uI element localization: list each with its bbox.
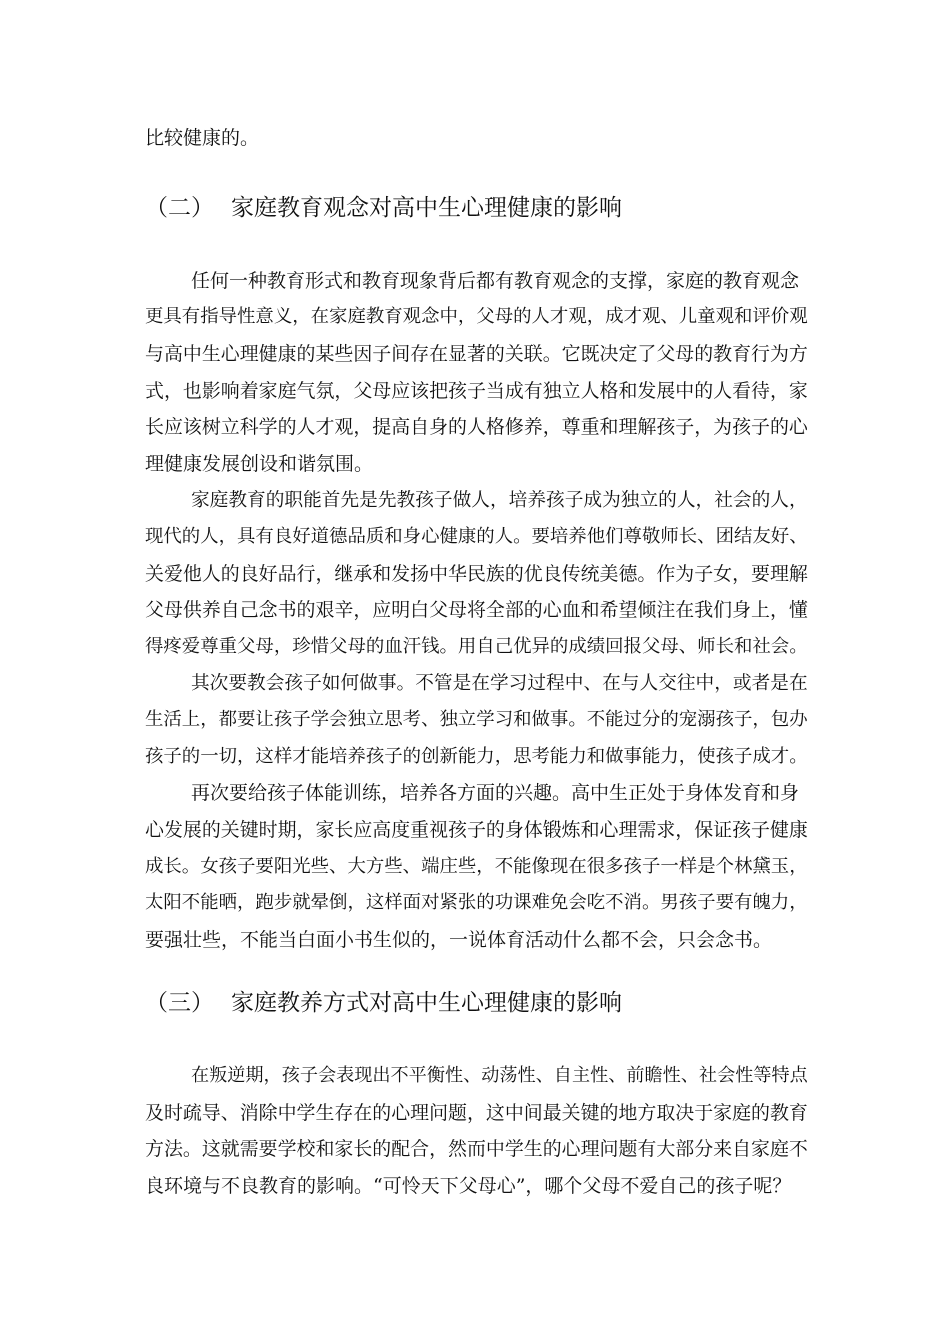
- text-line: 心发展的关键时期，家长应高度重视孩子的身体锻炼和心理需求，保证孩子健康: [145, 819, 808, 841]
- text-line: 太阳不能晒，跑步就晕倒，这样面对紧张的功课难免会吃不消。男孩子要有魄力，: [145, 892, 808, 913]
- text-line: 与高中生心理健康的某些因子间存在显著的关联。它既决定了父母的教育行为方: [145, 343, 808, 365]
- text-line: 得疼爱尊重父母，珍惜父母的血汗钱。用自己优异的成绩回报父母、师长和社会。: [145, 636, 808, 657]
- text-line: 要强壮些，不能当白面小书生似的，一说体育活动什么都不会，只会念书。: [145, 929, 773, 951]
- section-number: （二）: [145, 195, 214, 221]
- text-line: 及时疏导、消除中学生存在的心理问题，这中间最关键的地方取决于家庭的教育: [145, 1102, 808, 1124]
- text-line: 现代的人，具有良好道德品质和身心健康的人。要培养他们尊敬师长、团结友好、: [145, 526, 808, 547]
- text-line: 比较健康的。: [145, 127, 260, 149]
- text-line: 孩子的一切，这样才能培养孩子的创新能力，思考能力和做事能力，使孩子成才。: [145, 746, 808, 767]
- paragraph-first-line: 在叛逆期，孩子会表现出不平衡性、动荡性、自主性、前瞻性、社会性等特点: [191, 1065, 808, 1086]
- section-title: 家庭教养方式对高中生心理健康的影响: [231, 990, 622, 1016]
- paragraph-first-line: 任何一种教育形式和教育现象背后都有教育观念的支撑，家庭的教育观念: [191, 270, 800, 292]
- text-line: 式，也影响着家庭气氛，父母应该把孩子当成有独立人格和发展中的人看待，家: [145, 380, 808, 402]
- text-line: 方法。这就需要学校和家长的配合，然而中学生的心理问题有大部分来自家庭不: [145, 1138, 808, 1160]
- section-number: （三）: [145, 990, 214, 1016]
- text-line: 父母供养自己念书的艰辛，应明白父母将全部的心血和希望倾注在我们身上，懂: [145, 599, 808, 621]
- text-line: 成长。女孩子要阳光些、大方些、端庄些，不能像现在很多孩子一样是个林黛玉，: [145, 856, 808, 877]
- paragraph-first-line: 家庭教育的职能首先是先教孩子做人，培养孩子成为独立的人，社会的人，: [191, 490, 808, 511]
- text-line: 理健康发展创设和谐氛围。: [145, 453, 374, 475]
- text-line: 关爱他人的良好品行，继承和发扬中华民族的优良传统美德。作为子女，要理解: [145, 563, 808, 585]
- text-line: 良环境与不良教育的影响。“可怜天下父母心”，哪个父母不爱自己的孩子呢？: [145, 1175, 792, 1197]
- text-line: 更具有指导性意义，在家庭教育观念中，父母的人才观，成才观、儿童观和评价观: [145, 306, 808, 327]
- text-line: 长应该树立科学的人才观，提高自身的人格修养，尊重和理解孩子，为孩子的心: [145, 416, 808, 438]
- section-heading: [145, 988, 622, 1018]
- paragraph-first-line: 其次要教会孩子如何做事。不管是在学习过程中、在与人交往中，或者是在: [191, 673, 808, 694]
- paragraph-first-line: 再次要给孩子体能训练，培养各方面的兴趣。高中生正处于身体发育和身: [191, 782, 800, 804]
- section-title: 家庭教育观念对高中生心理健康的影响: [231, 195, 622, 221]
- section-heading: [145, 193, 622, 223]
- text-line: 生活上，都要让孩子学会独立思考、独立学习和做事。不能过分的宠溺孩子，包办: [145, 709, 808, 730]
